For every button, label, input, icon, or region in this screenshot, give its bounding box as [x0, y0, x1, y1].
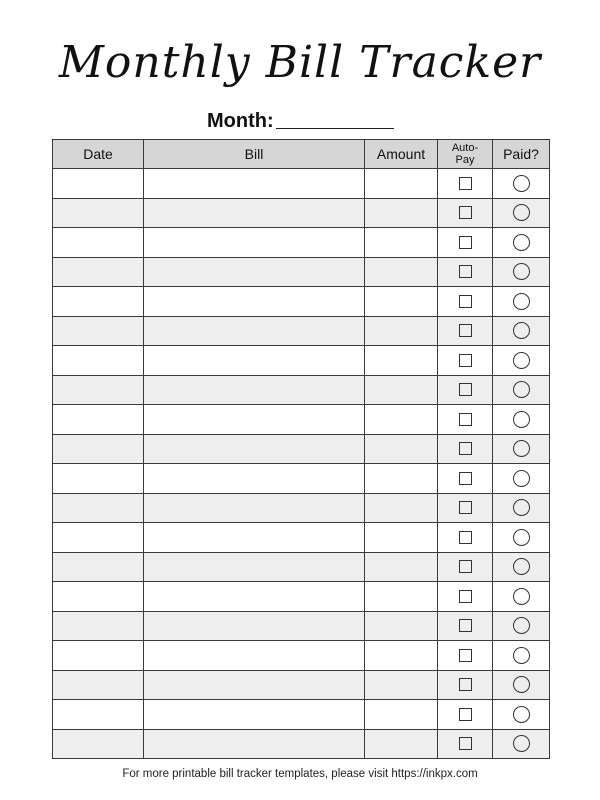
- table-row: [53, 611, 550, 641]
- autopay-cell: [438, 670, 493, 700]
- date-cell[interactable]: [53, 434, 144, 464]
- month-label: Month:: [207, 110, 274, 132]
- bill-cell[interactable]: [144, 346, 365, 376]
- autopay-checkbox[interactable]: [459, 354, 472, 367]
- table-row: [53, 641, 550, 671]
- date-cell[interactable]: [53, 346, 144, 376]
- autopay-cell: [438, 434, 493, 464]
- paid-circle[interactable]: [513, 381, 530, 398]
- amount-cell[interactable]: [365, 611, 438, 641]
- paid-cell: [493, 257, 550, 287]
- bill-cell[interactable]: [144, 287, 365, 317]
- autopay-cell: [438, 228, 493, 258]
- paid-cell: [493, 641, 550, 671]
- table-row: [53, 316, 550, 346]
- amount-cell[interactable]: [365, 375, 438, 405]
- bill-cell[interactable]: [144, 316, 365, 346]
- table-row: [53, 346, 550, 376]
- paid-cell: [493, 552, 550, 582]
- paid-circle[interactable]: [513, 263, 530, 280]
- bill-cell[interactable]: [144, 523, 365, 553]
- bill-cell[interactable]: [144, 729, 365, 759]
- table-row: [53, 670, 550, 700]
- autopay-checkbox[interactable]: [459, 708, 472, 721]
- autopay-cell: [438, 641, 493, 671]
- bill-cell[interactable]: [144, 434, 365, 464]
- date-cell[interactable]: [53, 611, 144, 641]
- date-cell[interactable]: [53, 405, 144, 435]
- bill-cell[interactable]: [144, 700, 365, 730]
- autopay-cell: [438, 464, 493, 494]
- amount-cell[interactable]: [365, 729, 438, 759]
- date-cell[interactable]: [53, 198, 144, 228]
- bill-tracker-table: [52, 139, 550, 759]
- autopay-checkbox[interactable]: [459, 413, 472, 426]
- autopay-checkbox[interactable]: [459, 619, 472, 632]
- amount-cell[interactable]: [365, 582, 438, 612]
- paid-circle[interactable]: [513, 322, 530, 339]
- paid-circle[interactable]: [513, 440, 530, 457]
- autopay-checkbox[interactable]: [459, 383, 472, 396]
- table-body: [53, 169, 550, 759]
- autopay-cell: [438, 346, 493, 376]
- page-title: Monthly Bill Tracker: [58, 37, 542, 88]
- autopay-cell: [438, 729, 493, 759]
- paid-cell: [493, 405, 550, 435]
- table-header-row: [53, 140, 550, 169]
- autopay-checkbox[interactable]: [459, 649, 472, 662]
- paid-cell: [493, 228, 550, 258]
- amount-cell[interactable]: [365, 464, 438, 494]
- table-row: [53, 434, 550, 464]
- amount-cell[interactable]: [365, 316, 438, 346]
- paid-circle[interactable]: [513, 588, 530, 605]
- table-row: [53, 464, 550, 494]
- autopay-checkbox[interactable]: [459, 177, 472, 190]
- bill-cell[interactable]: [144, 375, 365, 405]
- autopay-cell: [438, 316, 493, 346]
- paid-circle[interactable]: [513, 617, 530, 634]
- autopay-cell: [438, 582, 493, 612]
- amount-cell[interactable]: [365, 700, 438, 730]
- paid-circle[interactable]: [513, 470, 530, 487]
- paid-circle[interactable]: [513, 676, 530, 693]
- amount-cell[interactable]: [365, 552, 438, 582]
- autopay-checkbox[interactable]: [459, 531, 472, 544]
- autopay-checkbox[interactable]: [459, 590, 472, 603]
- date-cell[interactable]: [53, 257, 144, 287]
- paid-cell: [493, 198, 550, 228]
- autopay-checkbox[interactable]: [459, 206, 472, 219]
- paid-circle[interactable]: [513, 735, 530, 752]
- table-row: [53, 582, 550, 612]
- autopay-cell: [438, 552, 493, 582]
- paid-cell: [493, 375, 550, 405]
- footer-note: For more printable bill tracker templates, please visit https://inkpx.com: [122, 768, 478, 780]
- paid-cell: [493, 169, 550, 199]
- date-cell[interactable]: [53, 169, 144, 199]
- autopay-header-text: Auto- Pay: [451, 142, 479, 166]
- autopay-checkbox[interactable]: [459, 472, 472, 485]
- column-header-date: Date: [53, 140, 144, 169]
- bill-cell[interactable]: [144, 641, 365, 671]
- table-row: [53, 552, 550, 582]
- autopay-cell: [438, 257, 493, 287]
- table-row: [53, 700, 550, 730]
- autopay-cell: [438, 611, 493, 641]
- table-row: [53, 729, 550, 759]
- column-header-paid: Paid?: [493, 140, 550, 169]
- amount-cell[interactable]: [365, 434, 438, 464]
- table-row: [53, 493, 550, 523]
- table-row: [53, 169, 550, 199]
- date-cell[interactable]: [53, 582, 144, 612]
- paid-cell: [493, 287, 550, 317]
- date-cell[interactable]: [53, 375, 144, 405]
- amount-cell[interactable]: [365, 228, 438, 258]
- paid-cell: [493, 464, 550, 494]
- paid-cell: [493, 523, 550, 553]
- autopay-checkbox[interactable]: [459, 560, 472, 573]
- paid-circle[interactable]: [513, 175, 530, 192]
- table-row: [53, 198, 550, 228]
- bill-cell[interactable]: [144, 405, 365, 435]
- paid-cell: [493, 316, 550, 346]
- autopay-cell: [438, 287, 493, 317]
- autopay-cell: [438, 169, 493, 199]
- table-row: [53, 257, 550, 287]
- table-row: [53, 405, 550, 435]
- paid-circle[interactable]: [513, 234, 530, 251]
- bill-cell[interactable]: [144, 228, 365, 258]
- paid-cell: [493, 582, 550, 612]
- autopay-checkbox[interactable]: [459, 295, 472, 308]
- date-cell[interactable]: [53, 228, 144, 258]
- date-cell[interactable]: [53, 523, 144, 553]
- bill-cell[interactable]: [144, 611, 365, 641]
- bill-cell[interactable]: [144, 198, 365, 228]
- paid-cell: [493, 493, 550, 523]
- paid-circle[interactable]: [513, 706, 530, 723]
- table-row: [53, 375, 550, 405]
- date-cell[interactable]: [53, 700, 144, 730]
- autopay-checkbox[interactable]: [459, 442, 472, 455]
- paid-cell: [493, 700, 550, 730]
- paid-cell: [493, 611, 550, 641]
- column-header-bill: Bill: [144, 140, 365, 169]
- autopay-checkbox[interactable]: [459, 324, 472, 337]
- autopay-cell: [438, 375, 493, 405]
- paid-circle[interactable]: [513, 293, 530, 310]
- autopay-cell: [438, 493, 493, 523]
- amount-cell[interactable]: [365, 257, 438, 287]
- paid-cell: [493, 729, 550, 759]
- bill-cell[interactable]: [144, 582, 365, 612]
- date-cell[interactable]: [53, 729, 144, 759]
- paid-circle[interactable]: [513, 558, 530, 575]
- date-cell[interactable]: [53, 641, 144, 671]
- bill-cell[interactable]: [144, 670, 365, 700]
- table-row: [53, 228, 550, 258]
- amount-cell[interactable]: [365, 670, 438, 700]
- table-row: [53, 287, 550, 317]
- autopay-cell: [438, 405, 493, 435]
- amount-cell[interactable]: [365, 169, 438, 199]
- column-header-autopay: [438, 140, 493, 169]
- autopay-checkbox[interactable]: [459, 501, 472, 514]
- paid-circle[interactable]: [513, 529, 530, 546]
- date-cell[interactable]: [53, 493, 144, 523]
- date-cell[interactable]: [53, 316, 144, 346]
- autopay-cell: [438, 700, 493, 730]
- autopay-cell: [438, 198, 493, 228]
- date-cell[interactable]: [53, 464, 144, 494]
- amount-cell[interactable]: [365, 198, 438, 228]
- month-blank-line: [276, 128, 394, 129]
- bill-cell[interactable]: [144, 169, 365, 199]
- bill-cell[interactable]: [144, 552, 365, 582]
- amount-cell[interactable]: [365, 287, 438, 317]
- paid-cell: [493, 346, 550, 376]
- autopay-checkbox[interactable]: [459, 678, 472, 691]
- autopay-checkbox[interactable]: [459, 265, 472, 278]
- amount-cell[interactable]: [365, 346, 438, 376]
- date-cell[interactable]: [53, 287, 144, 317]
- paid-circle[interactable]: [513, 352, 530, 369]
- bill-cell[interactable]: [144, 257, 365, 287]
- autopay-checkbox[interactable]: [459, 236, 472, 249]
- date-cell[interactable]: [53, 670, 144, 700]
- autopay-checkbox[interactable]: [459, 737, 472, 750]
- autopay-cell: [438, 523, 493, 553]
- paid-circle[interactable]: [513, 647, 530, 664]
- amount-cell[interactable]: [365, 405, 438, 435]
- month-field: [207, 107, 394, 133]
- paid-circle[interactable]: [513, 204, 530, 221]
- paid-cell: [493, 670, 550, 700]
- amount-cell[interactable]: [365, 493, 438, 523]
- date-cell[interactable]: [53, 552, 144, 582]
- paid-cell: [493, 434, 550, 464]
- bill-cell[interactable]: [144, 493, 365, 523]
- amount-cell[interactable]: [365, 523, 438, 553]
- paid-circle[interactable]: [513, 499, 530, 516]
- column-header-amount: Amount: [365, 140, 438, 169]
- table-row: [53, 523, 550, 553]
- bill-cell[interactable]: [144, 464, 365, 494]
- paid-circle[interactable]: [513, 411, 530, 428]
- amount-cell[interactable]: [365, 641, 438, 671]
